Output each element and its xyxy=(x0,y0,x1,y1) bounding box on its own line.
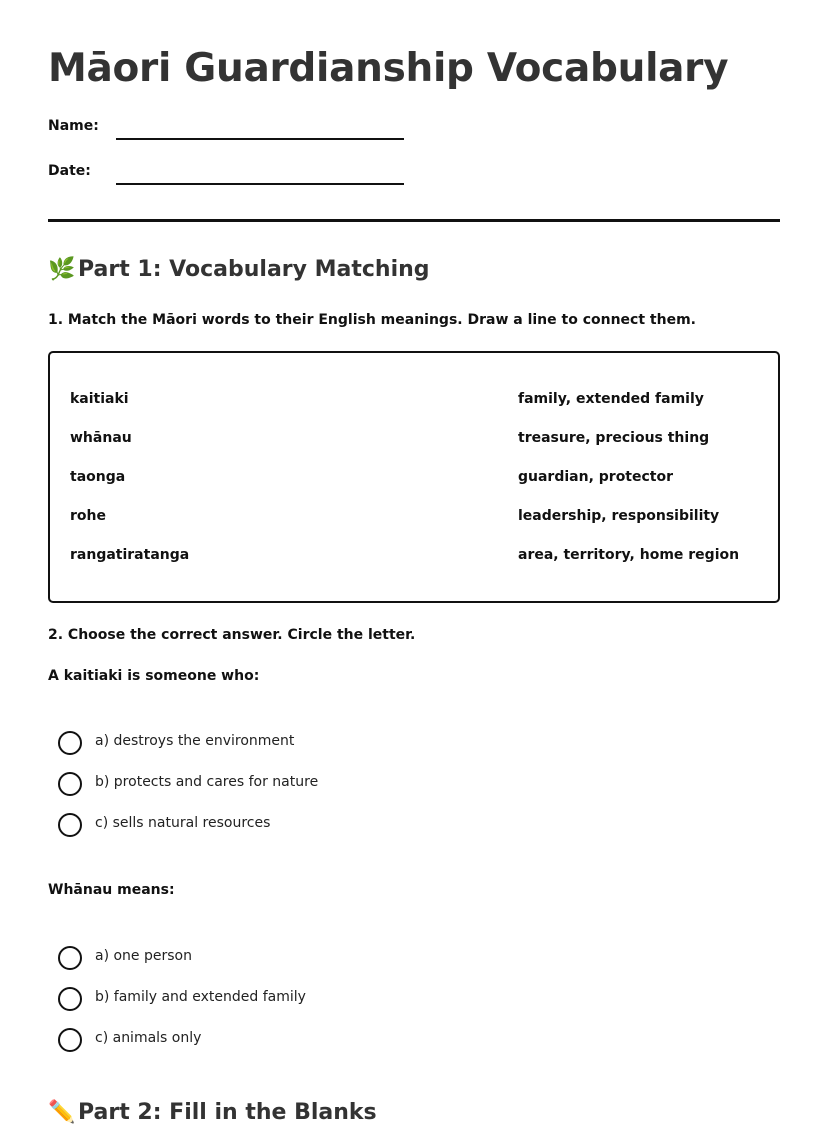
answer-circle[interactable] xyxy=(58,987,82,1011)
option-text: b) family and extended family xyxy=(95,989,306,1005)
date-label: Date: xyxy=(48,163,91,179)
q1-instruction: 1. Match the Māori words to their English meanings. Draw a line to connect them. xyxy=(48,312,696,328)
english-meaning: family, extended family xyxy=(518,391,704,407)
matching-box xyxy=(48,351,780,603)
english-meaning-list xyxy=(518,391,739,586)
english-meaning: guardian, protector xyxy=(518,469,674,485)
part1-title: Part 1: Vocabulary Matching xyxy=(78,257,430,282)
date-field xyxy=(48,163,448,187)
part2-title: Part 2: Fill in the Blanks xyxy=(78,1100,377,1125)
name-field xyxy=(48,118,448,142)
question-prompt: Whānau means: xyxy=(48,882,175,898)
page-title: Māori Guardianship Vocabulary xyxy=(48,46,729,91)
header-divider xyxy=(48,219,780,222)
question-prompt: A kaitiaki is someone who: xyxy=(48,668,260,684)
part1-heading xyxy=(48,257,430,282)
answer-circle[interactable] xyxy=(58,731,82,755)
maori-word-list xyxy=(70,391,189,586)
herb-icon: 🌿 xyxy=(48,257,76,282)
maori-word: rangatiratanga xyxy=(70,547,190,563)
english-meaning: leadership, responsibility xyxy=(518,508,720,524)
pencil-icon: ✏️ xyxy=(48,1100,76,1125)
maori-word: kaitiaki xyxy=(70,391,129,407)
answer-circle[interactable] xyxy=(58,946,82,970)
option-text: b) protects and cares for nature xyxy=(95,774,319,790)
answer-circle[interactable] xyxy=(58,1028,82,1052)
maori-word: taonga xyxy=(70,469,126,485)
date-write-line[interactable] xyxy=(116,183,404,185)
name-write-line[interactable] xyxy=(116,138,404,140)
english-meaning: treasure, precious thing xyxy=(518,430,710,446)
english-meaning: area, territory, home region xyxy=(518,547,740,563)
maori-word: rohe xyxy=(70,508,106,524)
option-text: c) animals only xyxy=(95,1030,202,1046)
maori-word: whānau xyxy=(70,430,132,446)
q2-instruction: 2. Choose the correct answer. Circle the letter. xyxy=(48,627,416,643)
answer-circle[interactable] xyxy=(58,813,82,837)
option-text: c) sells natural resources xyxy=(95,815,271,831)
option-text: a) destroys the environment xyxy=(95,733,295,749)
part2-heading xyxy=(48,1100,377,1125)
name-label: Name: xyxy=(48,118,99,134)
answer-circle[interactable] xyxy=(58,772,82,796)
option-text: a) one person xyxy=(95,948,192,964)
